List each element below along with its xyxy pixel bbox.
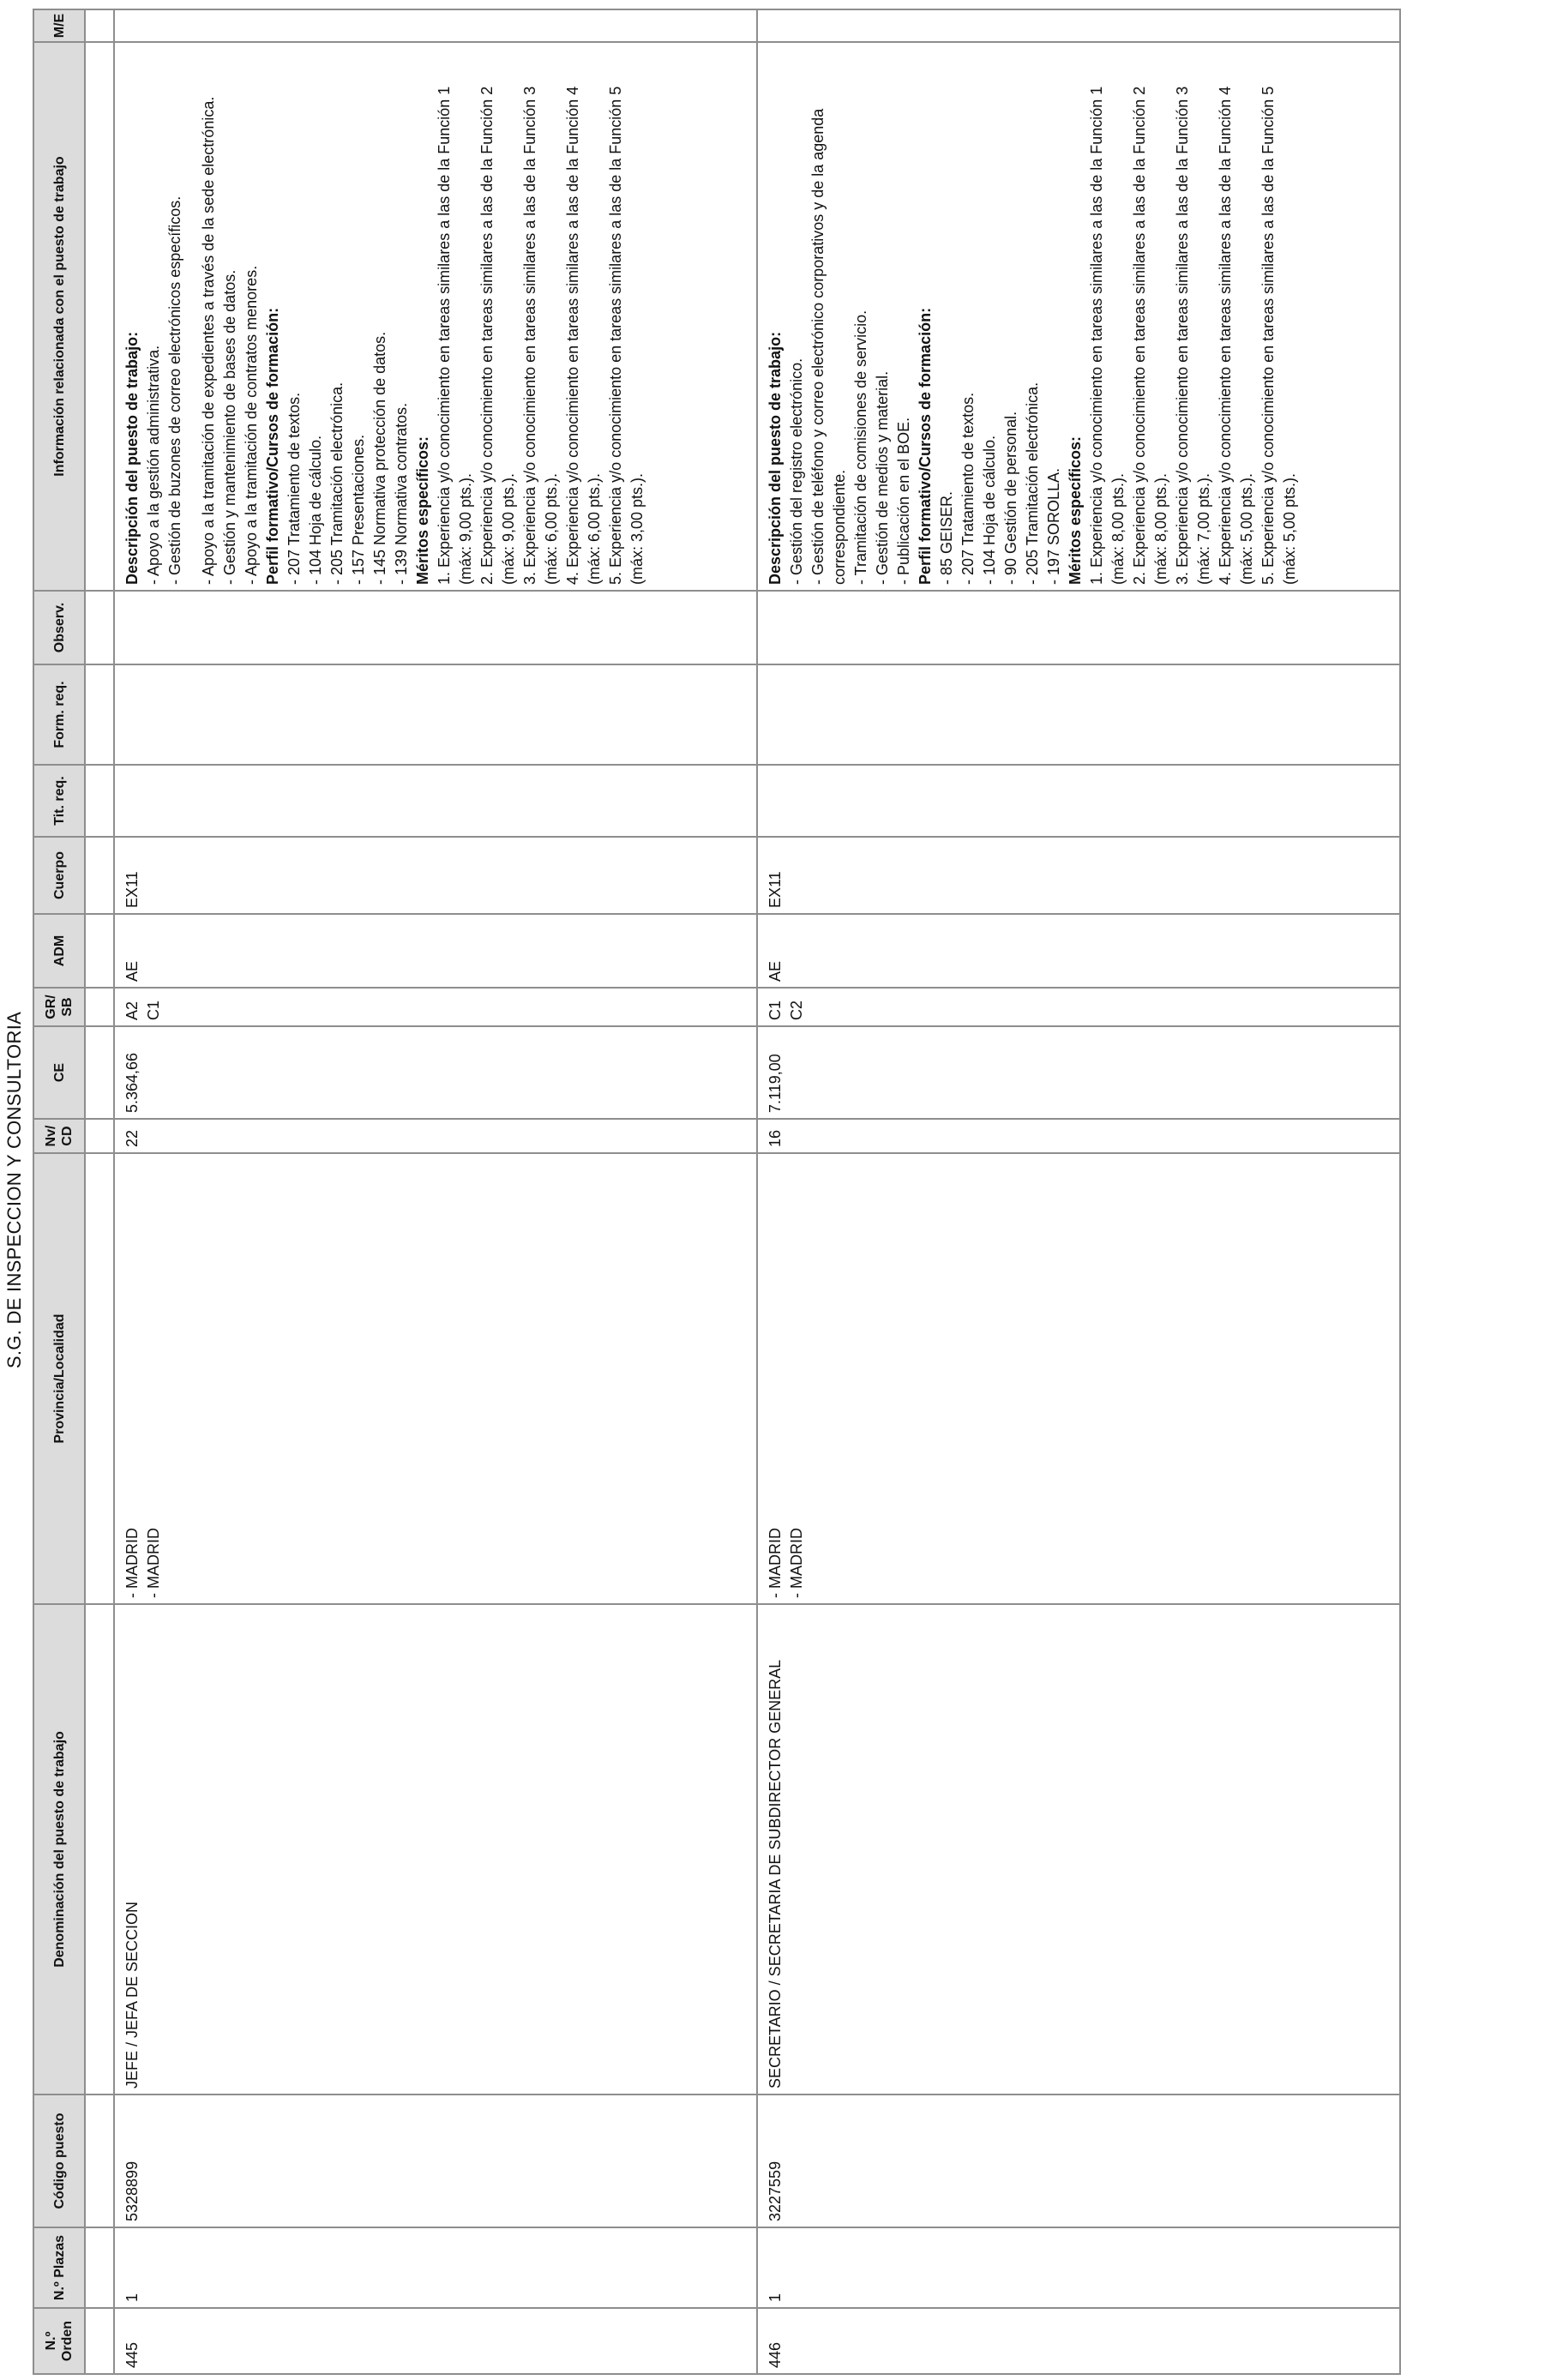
col-header-ce: CE bbox=[33, 1026, 85, 1119]
perfil-item: - 90 Gestión de personal. bbox=[1002, 411, 1019, 585]
col-header-formacion: Form. req. bbox=[33, 664, 85, 765]
col-header-observaciones: Observ. bbox=[33, 591, 85, 664]
descripcion-item: - Tramitación de comisiones de servicio. bbox=[852, 310, 869, 585]
grupo-secondary: C2 bbox=[788, 1000, 805, 1020]
table-row bbox=[114, 9, 757, 2374]
merito-item: 1. Experiencia y/o conocimiento en tareas similares a las de la Función 1 (máx: 8,00 pts.). bbox=[1088, 86, 1127, 585]
cell-titulacion bbox=[757, 765, 1400, 837]
descripcion-item: - Apoyo a la gestión administrativa. bbox=[145, 345, 162, 585]
merito-item: 5. Experiencia y/o conocimiento en tareas similares a las de la Función 5 (máx: 3,00 pts.). bbox=[607, 86, 646, 585]
descripcion-heading: Descripción del puesto de trabajo: bbox=[123, 331, 141, 585]
descripcion-item: - Gestión de teléfono y correo electrónico corporativos y de la agenda correspondiente. bbox=[809, 108, 848, 585]
cell-me bbox=[757, 9, 1400, 42]
perfil-item: - 85 GEISER. bbox=[938, 490, 955, 585]
merito-item: 2. Experiencia y/o conocimiento en tareas similares a las de la Función 2 (máx: 9,00 pts.). bbox=[478, 86, 517, 585]
merito-item: 3. Experiencia y/o conocimiento en tareas similares a las de la Función 3 (máx: 6,00 pts.). bbox=[521, 86, 560, 585]
col-header-nivel: Nv/ CD bbox=[33, 1119, 85, 1153]
perfil-item: - 197 SOROLLA. bbox=[1045, 467, 1062, 585]
merito-item: 1. Experiencia y/o conocimiento en tareas similares a las de la Función 1 (máx: 9,00 pts.). bbox=[436, 86, 474, 585]
cell-observaciones bbox=[114, 591, 757, 664]
cell-orden: 446 bbox=[757, 2308, 1400, 2374]
perfil-item: - 157 Presentaciones. bbox=[350, 434, 367, 585]
cell-plazas: 1 bbox=[757, 2227, 1400, 2308]
perfil-item: - 207 Tratamiento de textos. bbox=[959, 392, 977, 585]
cell-ce: 7.119,00 bbox=[757, 1026, 1400, 1119]
perfil-item: - 104 Hoja de cálculo. bbox=[981, 435, 998, 585]
merito-item: 5. Experiencia y/o conocimiento en tareas similares a las de la Función 5 (máx: 5,00 pts.). bbox=[1259, 86, 1298, 585]
cell-me bbox=[114, 9, 757, 42]
cell-provincia-localidad bbox=[757, 1153, 1400, 1604]
cell-nivel: 16 bbox=[757, 1119, 1400, 1153]
cell-ce: 5.364,66 bbox=[114, 1026, 757, 1119]
descripcion-item: - Gestión de buzones de correo electrónicos específicos. bbox=[166, 195, 183, 585]
cell-grupo bbox=[114, 988, 757, 1026]
cell-adm: AE bbox=[114, 914, 757, 988]
section-title: S.G. DE INSPECCION Y CONSULTORIA bbox=[3, 1011, 25, 1369]
cell-formacion bbox=[114, 664, 757, 765]
merito-item: 4. Experiencia y/o conocimiento en tareas similares a las de la Función 4 (máx: 5,00 pts.). bbox=[1217, 86, 1255, 585]
descripcion-item: - Gestión del registro electrónico. bbox=[788, 358, 805, 585]
merito-item: 4. Experiencia y/o conocimiento en tareas similares a las de la Función 4 (máx: 6,00 pts.). bbox=[564, 86, 603, 585]
grupo-primary: C1 bbox=[766, 1000, 784, 1020]
descripcion-item: - Apoyo a la tramitación de contratos menores. bbox=[243, 265, 260, 585]
cell-formacion bbox=[757, 664, 1400, 765]
col-header-orden: N.º Orden bbox=[33, 2308, 85, 2374]
cell-orden: 445 bbox=[114, 2308, 757, 2374]
cell-cuerpo: EX11 bbox=[757, 837, 1400, 914]
localidad-text: - MADRID bbox=[788, 1528, 805, 1598]
col-header-cuerpo: Cuerpo bbox=[33, 837, 85, 914]
cell-informacion bbox=[757, 42, 1400, 591]
col-header-denominacion: Denominación del puesto de trabajo bbox=[33, 1604, 85, 2095]
perfil-item: - 205 Tramitación electrónica. bbox=[328, 382, 346, 585]
col-header-plazas: N.º Plazas bbox=[33, 2227, 85, 2308]
descripcion-item: - Gestión y mantenimiento de bases de datos. bbox=[221, 269, 238, 585]
perfil-item: - 205 Tramitación electrónica. bbox=[1024, 382, 1041, 585]
merito-item: 3. Experiencia y/o conocimiento en tareas similares a las de la Función 3 (máx: 7,00 pts.). bbox=[1174, 86, 1212, 585]
grupo-secondary: C1 bbox=[145, 1000, 162, 1020]
merito-item: 2. Experiencia y/o conocimiento en tareas similares a las de la Función 2 (máx: 8,00 pts.). bbox=[1131, 86, 1169, 585]
header-row bbox=[33, 9, 85, 2374]
meritos-heading: Méritos específicos: bbox=[414, 436, 431, 585]
perfil-item: - 104 Hoja de cálculo. bbox=[307, 435, 324, 585]
descripcion-item: - Apoyo a la tramitación de expedientes a través de la sede electrónica. bbox=[200, 96, 217, 585]
perfil-heading: Perfil formativo/Cursos de formación: bbox=[264, 307, 281, 585]
grupo-primary: A2 bbox=[123, 1001, 141, 1020]
descripcion-gap bbox=[186, 48, 198, 585]
cell-informacion bbox=[114, 42, 757, 591]
provincia-text: - MADRID bbox=[766, 1528, 784, 1598]
col-header-provincia: Provincia/Localidad bbox=[33, 1153, 85, 1604]
col-header-me: M/E bbox=[33, 9, 85, 42]
col-header-adm: ADM bbox=[33, 914, 85, 988]
cell-grupo bbox=[757, 988, 1400, 1026]
perfil-item: - 207 Tratamiento de textos. bbox=[286, 392, 303, 585]
cell-denominacion: SECRETARIO / SECRETARIA DE SUBDIRECTOR GENERAL bbox=[757, 1604, 1400, 2095]
perfil-heading: Perfil formativo/Cursos de formación: bbox=[917, 307, 934, 585]
cell-codigo: 5328899 bbox=[114, 2095, 757, 2227]
cell-nivel: 22 bbox=[114, 1119, 757, 1153]
provincia-text: - MADRID bbox=[123, 1528, 141, 1598]
col-header-informacion: Información relacionada con el puesto de trabajo bbox=[33, 42, 85, 591]
perfil-item: - 139 Normativa contratos. bbox=[393, 402, 410, 585]
cell-plazas: 1 bbox=[114, 2227, 757, 2308]
cell-observaciones bbox=[757, 591, 1400, 664]
spacer-row bbox=[85, 9, 114, 2374]
cell-denominacion: JEFE / JEFA DE SECCION bbox=[114, 1604, 757, 2095]
descripcion-heading: Descripción del puesto de trabajo: bbox=[766, 331, 784, 585]
cell-provincia-localidad bbox=[114, 1153, 757, 1604]
cell-adm: AE bbox=[757, 914, 1400, 988]
cell-codigo: 3227559 bbox=[757, 2095, 1400, 2227]
col-header-codigo: Código puesto bbox=[33, 2095, 85, 2227]
col-header-titulacion: Tit. req. bbox=[33, 765, 85, 837]
perfil-item: - 145 Normativa protección de datos. bbox=[371, 331, 388, 585]
cell-titulacion bbox=[114, 765, 757, 837]
localidad-text: - MADRID bbox=[145, 1528, 162, 1598]
descripcion-item: - Gestión de medios y material. bbox=[874, 370, 891, 585]
job-positions-table bbox=[33, 9, 1401, 2375]
cell-cuerpo: EX11 bbox=[114, 837, 757, 914]
meritos-heading: Méritos específicos: bbox=[1067, 436, 1084, 585]
descripcion-item: - Publicación en el BOE. bbox=[895, 417, 912, 585]
col-header-grupo: GR/ SB bbox=[33, 988, 85, 1026]
table-row bbox=[757, 9, 1400, 2374]
